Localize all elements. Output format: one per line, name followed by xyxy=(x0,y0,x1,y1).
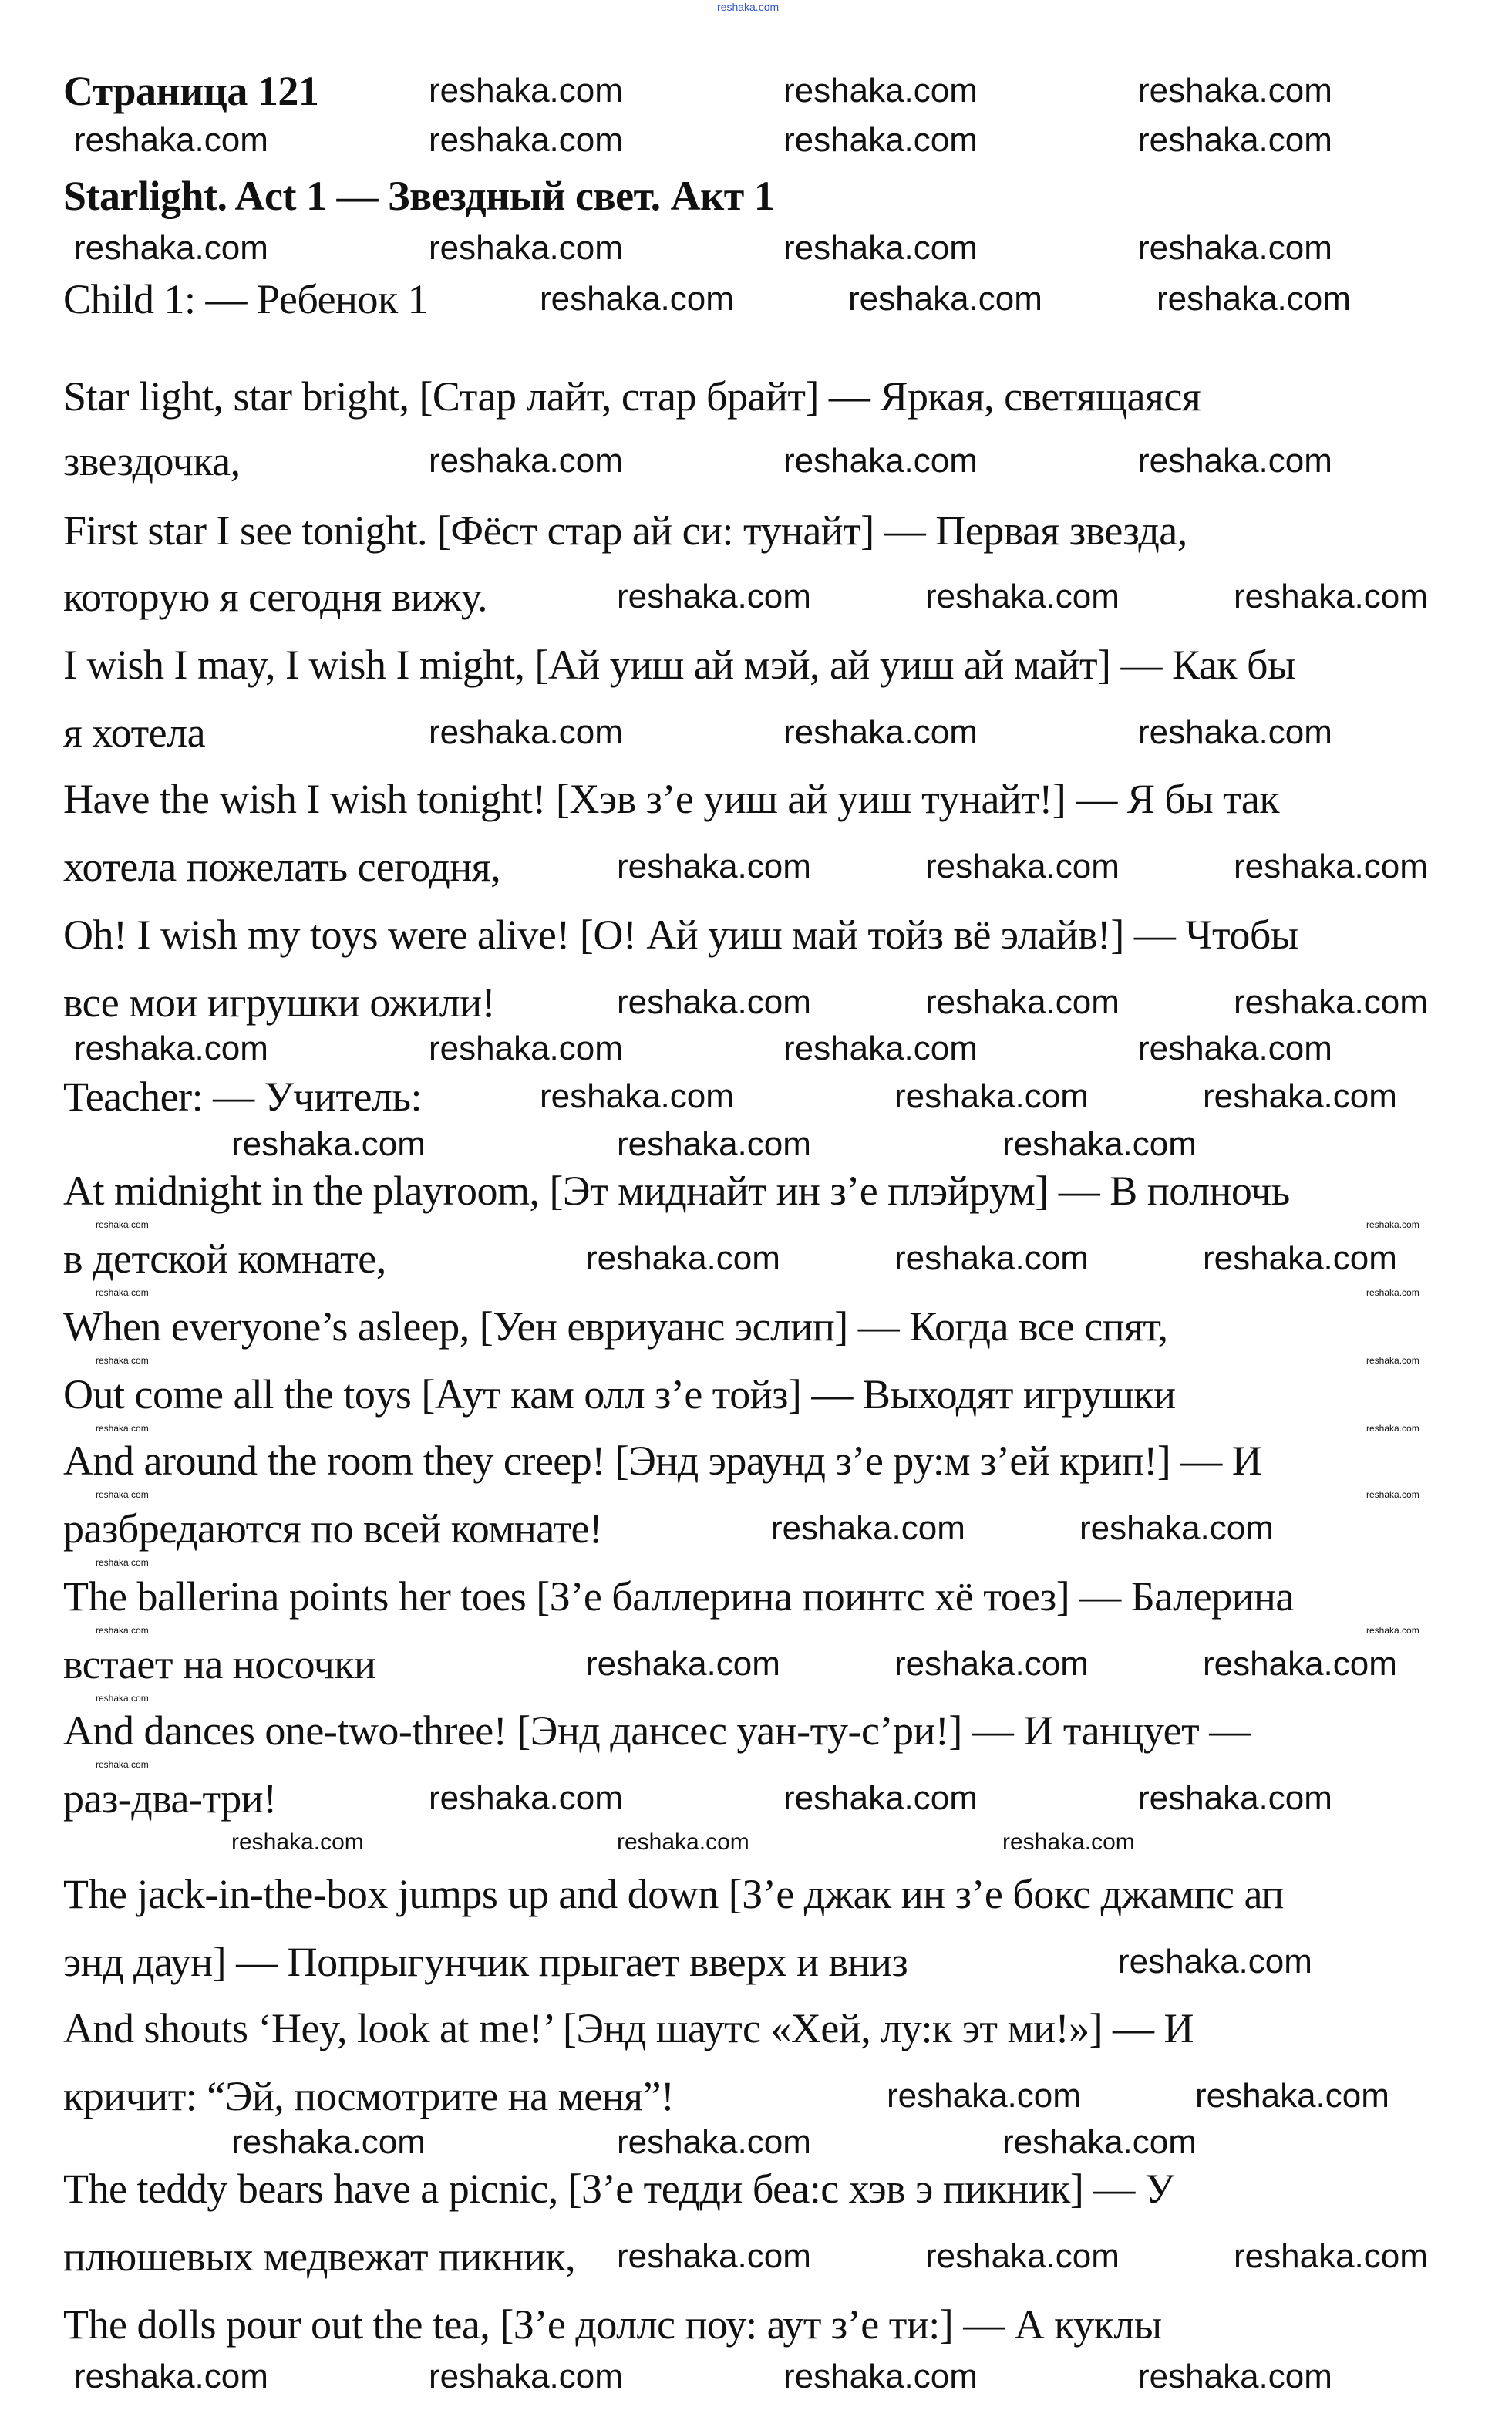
watermark: reshaka.com xyxy=(96,1625,149,1636)
text-line: And shouts ‘Hey, look at me!’ [Энд шаутс «Хей, лу:к эт ми!»] — И xyxy=(63,2005,1194,2051)
watermark: reshaka.com xyxy=(96,1287,149,1298)
text-line: The jack-in-the-box jumps up and down [З’е джак ин з’е бокс джампс ап xyxy=(63,1871,1284,1917)
watermark: reshaka.com xyxy=(848,280,1042,318)
text-line: энд даун] — Попрыгунчик прыгает вверх и вниз xyxy=(63,1939,908,1985)
watermark: reshaka.com xyxy=(1234,848,1428,885)
watermark: reshaka.com xyxy=(1157,280,1351,318)
text-line: The dolls pour out the tea, [З’е доллс поу: аут з’е ти:] — А куклы xyxy=(63,2301,1162,2348)
watermark: reshaka.com xyxy=(96,1355,149,1366)
watermark: reshaka.com xyxy=(1366,1423,1419,1434)
watermark: reshaka.com xyxy=(540,1077,734,1115)
text-line: кричит: “Эй, посмотрите на меня”! xyxy=(63,2073,675,2119)
watermark: reshaka.com xyxy=(617,2237,811,2275)
watermark: reshaka.com xyxy=(925,983,1120,1021)
text-line: And around the room they creep! [Энд эраунд з’е ру:м з’ей крип!] — И xyxy=(63,1438,1262,1484)
watermark: reshaka.com xyxy=(429,229,623,267)
text-line: плюшевых медвежат пикник, xyxy=(63,2233,576,2280)
text-line: все мои игрушки ожили! xyxy=(63,979,496,1026)
watermark: reshaka.com xyxy=(1138,72,1332,110)
watermark: reshaka.com xyxy=(74,121,268,159)
section-heading: Starlight. Act 1 — Звездный свет. Акт 1 xyxy=(63,173,775,219)
watermark: reshaka.com xyxy=(1366,1219,1419,1230)
watermark: reshaka.com xyxy=(783,229,978,267)
watermark: reshaka.com xyxy=(1234,2237,1428,2275)
text-line: Star light, star bright, [Стар лайт, стар брайт] — Яркая, светящаяся xyxy=(63,373,1201,420)
watermark: reshaka.com xyxy=(894,1645,1089,1683)
watermark: reshaka.com xyxy=(1195,2077,1389,2115)
text-line: Have the wish I wish tonight! [Хэв з’е уиш ай уиш тунайт!] — Я бы так xyxy=(63,776,1280,822)
watermark: reshaka.com xyxy=(894,1077,1089,1115)
watermark: reshaka.com xyxy=(1002,1829,1135,1855)
watermark: reshaka.com xyxy=(925,848,1120,885)
watermark: reshaka.com xyxy=(429,2358,623,2395)
watermark: reshaka.com xyxy=(617,2123,811,2161)
text-line: раз-два-три! xyxy=(63,1775,277,1822)
watermark: reshaka.com xyxy=(717,1,780,13)
watermark: reshaka.com xyxy=(1366,1287,1419,1298)
watermark: reshaka.com xyxy=(617,983,811,1021)
text-line: When everyone’s asleep, [Уен евриуанс эслип] — Когда все спят, xyxy=(63,1303,1168,1350)
watermark: reshaka.com xyxy=(1203,1077,1397,1115)
watermark: reshaka.com xyxy=(1118,1943,1312,1980)
watermark: reshaka.com xyxy=(429,121,623,159)
watermark: reshaka.com xyxy=(1234,983,1428,1021)
watermark: reshaka.com xyxy=(925,578,1120,615)
text-line: встает на носочки xyxy=(63,1641,376,1687)
text-line: First star I see tonight. [Фёст стар ай си: тунайт] — Первая звезда, xyxy=(63,507,1187,554)
watermark: reshaka.com xyxy=(1203,1239,1397,1277)
text-line: At midnight in the playroom, [Эт миднайт ин з’е плэйрум] — В полночь xyxy=(63,1168,1290,1214)
watermark: reshaka.com xyxy=(1138,1030,1332,1067)
watermark: reshaka.com xyxy=(74,1030,268,1067)
watermark: reshaka.com xyxy=(925,2237,1120,2275)
watermark: reshaka.com xyxy=(1366,1625,1419,1636)
watermark: reshaka.com xyxy=(1002,2123,1197,2161)
text-line: которую я сегодня вижу. xyxy=(63,574,487,620)
watermark: reshaka.com xyxy=(1079,1509,1274,1547)
watermark: reshaka.com xyxy=(783,121,978,159)
watermark: reshaka.com xyxy=(429,1030,623,1067)
watermark: reshaka.com xyxy=(887,2077,1081,2115)
watermark: reshaka.com xyxy=(1366,1355,1419,1366)
watermark: reshaka.com xyxy=(783,1779,978,1817)
text-line: хотела пожелать сегодня, xyxy=(63,844,501,890)
watermark: reshaka.com xyxy=(783,713,978,751)
watermark: reshaka.com xyxy=(617,848,811,885)
watermark: reshaka.com xyxy=(231,1125,426,1163)
watermark: reshaka.com xyxy=(586,1239,780,1277)
watermark: reshaka.com xyxy=(429,72,623,110)
text-line: The ballerina points her toes [З’е баллерина поинтс хё тоез] — Балерина xyxy=(63,1573,1294,1620)
watermark: reshaka.com xyxy=(1138,121,1332,159)
watermark: reshaka.com xyxy=(1234,578,1428,615)
page-title: Страница 121 xyxy=(63,68,319,114)
watermark: reshaka.com xyxy=(231,1829,364,1855)
watermark: reshaka.com xyxy=(617,1829,749,1855)
watermark: reshaka.com xyxy=(96,1759,149,1770)
text-line: The teddy bears have a picnic, [З’е тедди беа:с хэв э пикник] — У xyxy=(63,2166,1174,2212)
watermark: reshaka.com xyxy=(1002,1125,1197,1163)
watermark: reshaka.com xyxy=(540,280,734,318)
watermark: reshaka.com xyxy=(1138,713,1332,751)
watermark: reshaka.com xyxy=(1138,229,1332,267)
watermark: reshaka.com xyxy=(74,2358,268,2395)
watermark: reshaka.com xyxy=(586,1645,780,1683)
watermark: reshaka.com xyxy=(96,1219,149,1230)
text-line: я хотела xyxy=(63,710,206,756)
watermark: reshaka.com xyxy=(617,1125,811,1163)
text-line: And dances one-two-three! [Энд дансес уан-ту-с’ри!] — И танцует — xyxy=(63,1707,1251,1754)
watermark: reshaka.com xyxy=(231,2123,426,2161)
watermark: reshaka.com xyxy=(783,2358,978,2395)
text-line: Child 1: — Ребенок 1 xyxy=(63,276,429,322)
watermark: reshaka.com xyxy=(96,1557,149,1568)
text-line: в детской комнате, xyxy=(63,1235,386,1282)
watermark: reshaka.com xyxy=(429,1779,623,1817)
watermark: reshaka.com xyxy=(783,72,978,110)
text-line: I wish I may, I wish I might, [Ай уиш ай мэй, ай уиш ай майт] — Как бы xyxy=(63,642,1295,688)
watermark: reshaka.com xyxy=(1203,1645,1397,1683)
watermark: reshaka.com xyxy=(96,1489,149,1500)
watermark: reshaka.com xyxy=(771,1509,965,1547)
watermark: reshaka.com xyxy=(429,442,623,480)
text-line: Teacher: — Учитель: xyxy=(63,1074,423,1120)
watermark: reshaka.com xyxy=(617,578,811,615)
watermark: reshaka.com xyxy=(783,1030,978,1067)
watermark: reshaka.com xyxy=(74,229,268,267)
text-line: Out come all the toys [Аут кам олл з’е тойз] — Выходят игрушки xyxy=(63,1371,1176,1418)
text-line: разбредаются по всей комнате! xyxy=(63,1505,603,1552)
watermark: reshaka.com xyxy=(1138,1779,1332,1817)
watermark: reshaka.com xyxy=(1138,2358,1332,2395)
watermark: reshaka.com xyxy=(96,1423,149,1434)
watermark: reshaka.com xyxy=(1366,1489,1419,1500)
watermark: reshaka.com xyxy=(1138,442,1332,480)
watermark: reshaka.com xyxy=(429,713,623,751)
text-line: звездочка, xyxy=(63,438,241,484)
watermark: reshaka.com xyxy=(783,442,978,480)
text-line: Oh! I wish my toys were alive! [О! Ай уиш май тойз вё элайв!] — Чтобы xyxy=(63,912,1298,958)
watermark: reshaka.com xyxy=(96,1693,149,1704)
watermark: reshaka.com xyxy=(894,1239,1089,1277)
